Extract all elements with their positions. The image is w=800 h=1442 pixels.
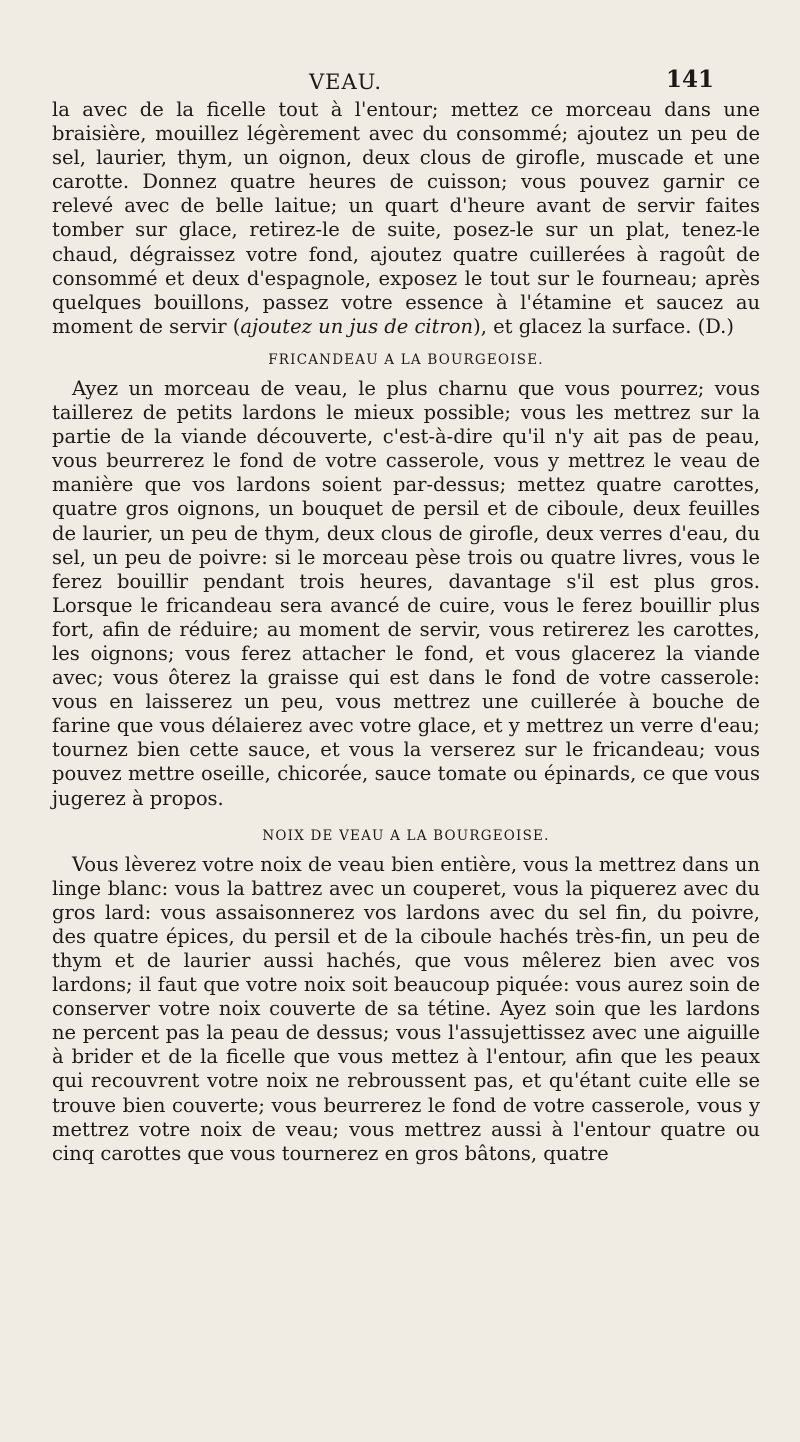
paragraph-text: la avec de la ficelle tout à l'entour; mettez ce morceau dans une braisière, mouillez légèrement avec du consommé; ajoutez un peu de sel, laurier, thym, un oignon, deux clous de girofle, muscade et une carotte. Donnez quatre heures de cuisson; vous pouvez garnir ce relevé avec de belle laitue; un quart d'heure avant de servir faites tomber sur glace, retirez-le de suite, posez-le sur un plat, tenez-le chaud, dégraissez votre fond, ajoutez quatre cuillerées à ragoût de consommé et deux d'espagnole, exposez le tout sur le fourneau; après quelques bouillons, passez votre essence à l'étamine et saucez au moment de servir ( — [52, 98, 760, 338]
section-heading-noix-de-veau: NOIX DE VEAU A LA BOURGEOISE. — [262, 827, 550, 844]
page-number: 141 — [665, 66, 714, 93]
body-text — [52, 98, 760, 1166]
paragraph-continuation — [52, 98, 760, 339]
section-heading-fricandeau: FRICANDEAU A LA BOURGEOISE. — [268, 351, 544, 368]
paragraph-fricandeau: Ayez un morceau de veau, le plus charnu que vous pourrez; vous taillerez de petits lardons le mieux possible; vous les mettrez sur la partie de la viande découverte, c'est-à-dire qu'il n'y ait pas de peau, vous beurrerez le fond de votre casserole, vous y mettrez le veau de manière que vos lardons soient par-dessus; mettez quatre carottes, quatre gros oignons, un bouquet de persil et de ciboule, deux feuilles de laurier, un peu de thym, deux clous de girofle, deux verres d'eau, du sel, un peu de poivre: si le morceau pèse trois ou quatre livres, vous le ferez bouillir pendant trois heures, davantage s'il est plus gros. Lorsque le fricandeau sera avancé de cuire, vous le ferez bouillir plus fort, afin de réduire; au moment de servir, vous retirerez les carottes, les oignons; vous ferez attacher le fond, et vous glacerez la viande avec; vous ôterez la graisse qui est dans le fond de votre casserole: vous en laisserez un peu, vous mettrez une cuillerée à bouche de farine que vous délaierez avec votre glace, et y mettrez un verre d'eau; tournez bien cette sauce, et vous la verserez sur le fricandeau; vous pouvez mettre oseille, chicorée, sauce tomate ou épinards, ce que vous jugerez à propos. — [52, 376, 760, 810]
paragraph-text-end: ), et glacez la surface. (D.) — [473, 314, 734, 338]
italic-aside: ajoutez un jus de citron — [240, 314, 474, 338]
paragraph-noix-de-veau: Vous lèverez votre noix de veau bien entière, vous la mettrez dans un linge blanc: vous la battrez avec un couperet, vous la piquerez avec du gros lard: vous assaisonnerez vos lardons avec du sel fin, du poivre, des quatre épices, du persil et de la ciboule hachés très-fin, un peu de thym et de laurier aussi hachés, que vous mêlerez bien avec vos lardons; il faut que votre noix soit beaucoup piquée: vous aurez soin de conserver votre noix couverte de sa tétine. Ayez soin que les lardons ne percent pas la peau de dessus; vous l'assujettissez avec une aiguille à brider et de la ficelle que vous mettez à l'entour, afin que les peaux qui recouvrent votre noix ne rebroussent pas, et qu'étant cuite elle se trouve bien couverte; vous beurrerez le fond de votre casserole, vous y mettrez votre noix de veau; vous mettrez aussi à l'entour quatre ou cinq carottes que vous tournerez en gros bâtons, quatre — [52, 852, 760, 1165]
running-title: VEAU. — [309, 70, 383, 94]
